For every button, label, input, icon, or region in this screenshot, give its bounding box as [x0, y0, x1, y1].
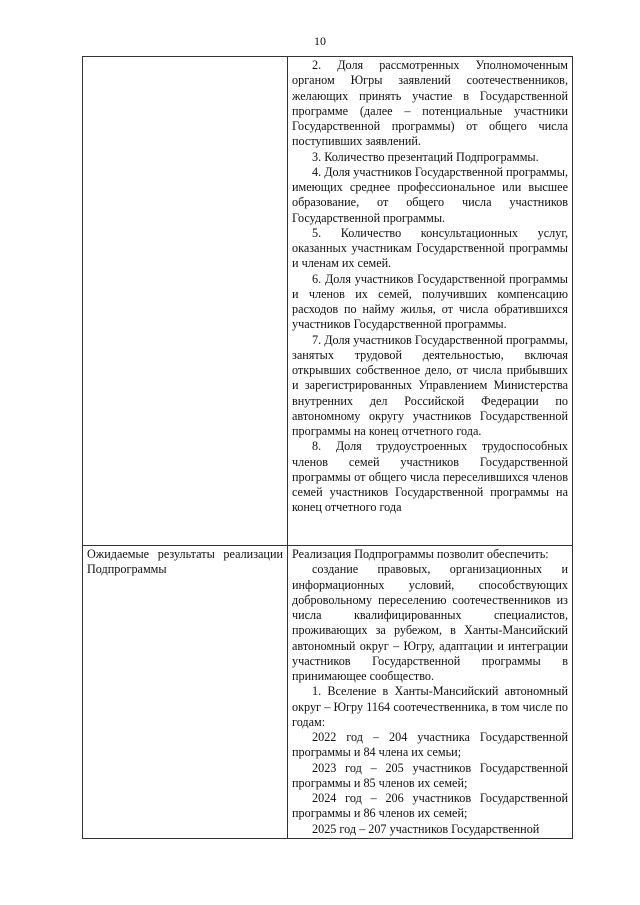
- indicator-paragraph: 2. Доля рассмотренных Уполномоченным органом Югры заявлений соотечественников, желающих принять участие в Государственной программе (далее – потенциальные участники Государственной программы) от общего числа поступивших заявлений.: [292, 58, 568, 149]
- row-label-expected-results: Ожидаемые результаты реализации Подпрограммы: [87, 547, 283, 577]
- result-paragraph: 1. Вселение в Ханты-Мансийский автономный округ – Югру 1164 соотечественника, в том числе по годам:: [292, 684, 568, 729]
- indicator-paragraph: 7. Доля участников Государственной программы, занятых трудовой деятельностью, включая открывших собственное дело, от числа прибывших и зарегистрированных Управлением Министерства внутренних дел Российской Федерации по автономному округу участников Государственной программы на конец отчетного года.: [292, 332, 568, 438]
- results-intro: Реализация Подпрограммы позволит обеспечить:: [292, 547, 549, 561]
- indicator-paragraph: 5. Количество консультационных услуг, оказанных участникам Государственной программы и членам их семей.: [292, 225, 568, 271]
- table-cell-content: [288, 546, 573, 839]
- indicator-paragraph: 3. Количество презентаций Подпрограммы.: [312, 149, 539, 164]
- result-paragraph: 2025 год – 207 участников Государственной: [312, 821, 540, 836]
- page-number: 10: [314, 34, 326, 48]
- indicator-paragraph: 6. Доля участников Государственной программы и членов их семей, получивших компенсацию расходов по найму жилья, от числа обратившихся участников Государственной программы.: [292, 271, 568, 332]
- table-cell-label: [83, 546, 288, 839]
- result-paragraph: 2022 год – 204 участника Государственной программы и 84 члена их семьи;: [292, 730, 568, 760]
- indicator-paragraph: 4. Доля участников Государственной программы, имеющих среднее профессиональное или высшее образование, от общего числа участников Государственной программы.: [292, 164, 568, 225]
- table-cell-content: [288, 57, 573, 546]
- result-paragraph: 2024 год – 206 участников Государственной программы и 86 членов их семей;: [292, 791, 568, 821]
- result-paragraph: создание правовых, организационных и информационных условий, способствующих добровольному переселению соотечественников из числа квалифицированных специалистов, проживающих за рубежом, в Ханты-Мансийский автономный округ – Югру, адаптации и интеграции участников Государственной программы в принимающее сообщество.: [292, 562, 568, 683]
- table-row: [83, 57, 573, 546]
- table-row: [83, 546, 573, 839]
- indicator-paragraph: 8. Доля трудоустроенных трудоспособных членов семей участников Государственной программы от общего числа переселившихся членов семей участников Государственной программы на конец отчетного года: [292, 439, 568, 515]
- program-passport-table: [82, 56, 573, 839]
- table-cell-label: [83, 57, 288, 546]
- result-paragraph: 2023 год – 205 участников Государственной программы и 85 членов их семей;: [292, 760, 568, 790]
